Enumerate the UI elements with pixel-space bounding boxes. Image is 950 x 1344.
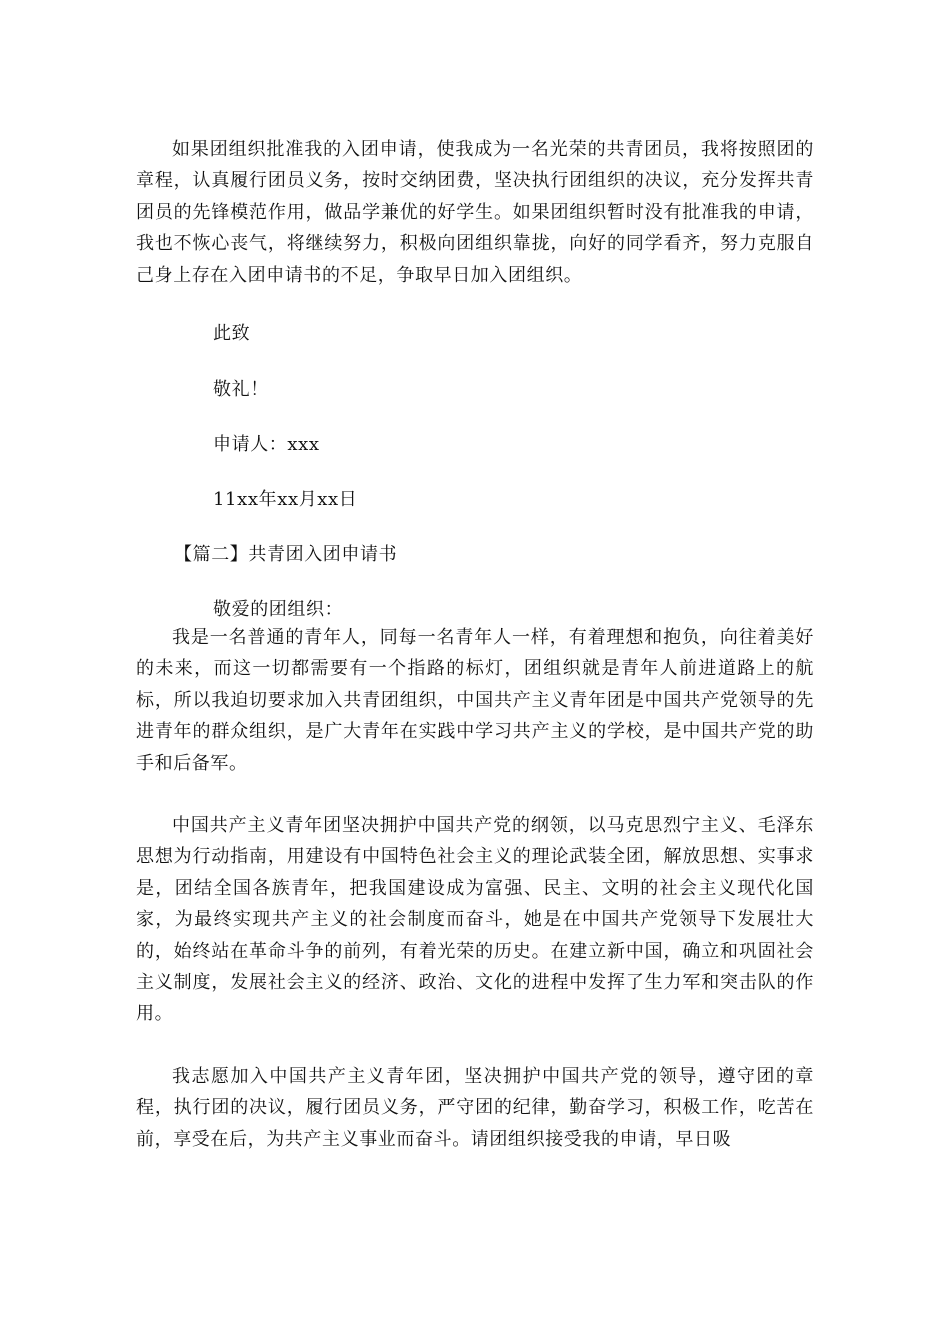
applicant-line: 申请人：xxx xyxy=(213,434,320,455)
paragraph-pledge: 我志愿加入中国共产主义青年团，坚决拥护中国共产党的领导，遵守团的章程，执行团的决议，履行团员义务，严守团的纪律，勤奋学习，积极工作，吃苦在前，享受在后，为共产主义事业而奋斗。请团组织接受我的申请，早日吸 xyxy=(136,1066,814,1150)
section-heading: 【篇二】共青团入团申请书 xyxy=(174,544,398,565)
closing-cizhi: 此致 xyxy=(213,323,251,344)
paragraph-commitment: 如果团组织批准我的入团申请，使我成为一名光荣的共青团员，我将按照团的章程，认真履行团员义务，按时交纳团费，坚决执行团组织的决议，充分发挥共青团员的先锋模范作用，做品学兼优的好学生。如果团组织暂时没有批准我的申请，我也不恢心丧气，将继续努力，积极向团组织靠拢，向好的同学看齐，努力克服自己身上存在入团申请书的不足，争取早日加入团组织。 xyxy=(136,139,814,286)
date-line: 11xx年xx月xx日 xyxy=(213,489,358,510)
closing-jingli: 敬礼！ xyxy=(213,379,269,400)
paragraph-intro: 我是一名普通的青年人，同每一名青年人一样，有着理想和抱负，向往着美好的未来，而这一切都需要有一个指路的标灯，团组织就是青年人前进道路上的航标，所以我迫切要求加入共青团组织，中国共产主义青年团是中国共产党领导的先进青年的群众组织，是广大青年在实践中学习共产主义的学校，是中国共产党的助手和后备军。 xyxy=(136,627,814,774)
salutation: 敬爱的团组织： xyxy=(213,599,344,620)
paragraph-league-description: 中国共产主义青年团坚决拥护中国共产党的纲领，以马克思烈宁主义、毛泽东思想为行动指南，用建设有中国特色社会主义的理论武装全团，解放思想、实事求是，团结全国各族青年，把我国建设成为富强、民主、文明的社会主义现代化国家，为最终实现共产主义的社会制度而奋斗，她是在中国共产党领导下发展壮大的，始终站在革命斗争的前列，有着光荣的历史。在建立新中国，确立和巩固社会主义制度，发展社会主义的经济、政治、文化的进程中发挥了生力军和突击队的作用。 xyxy=(136,815,814,1025)
